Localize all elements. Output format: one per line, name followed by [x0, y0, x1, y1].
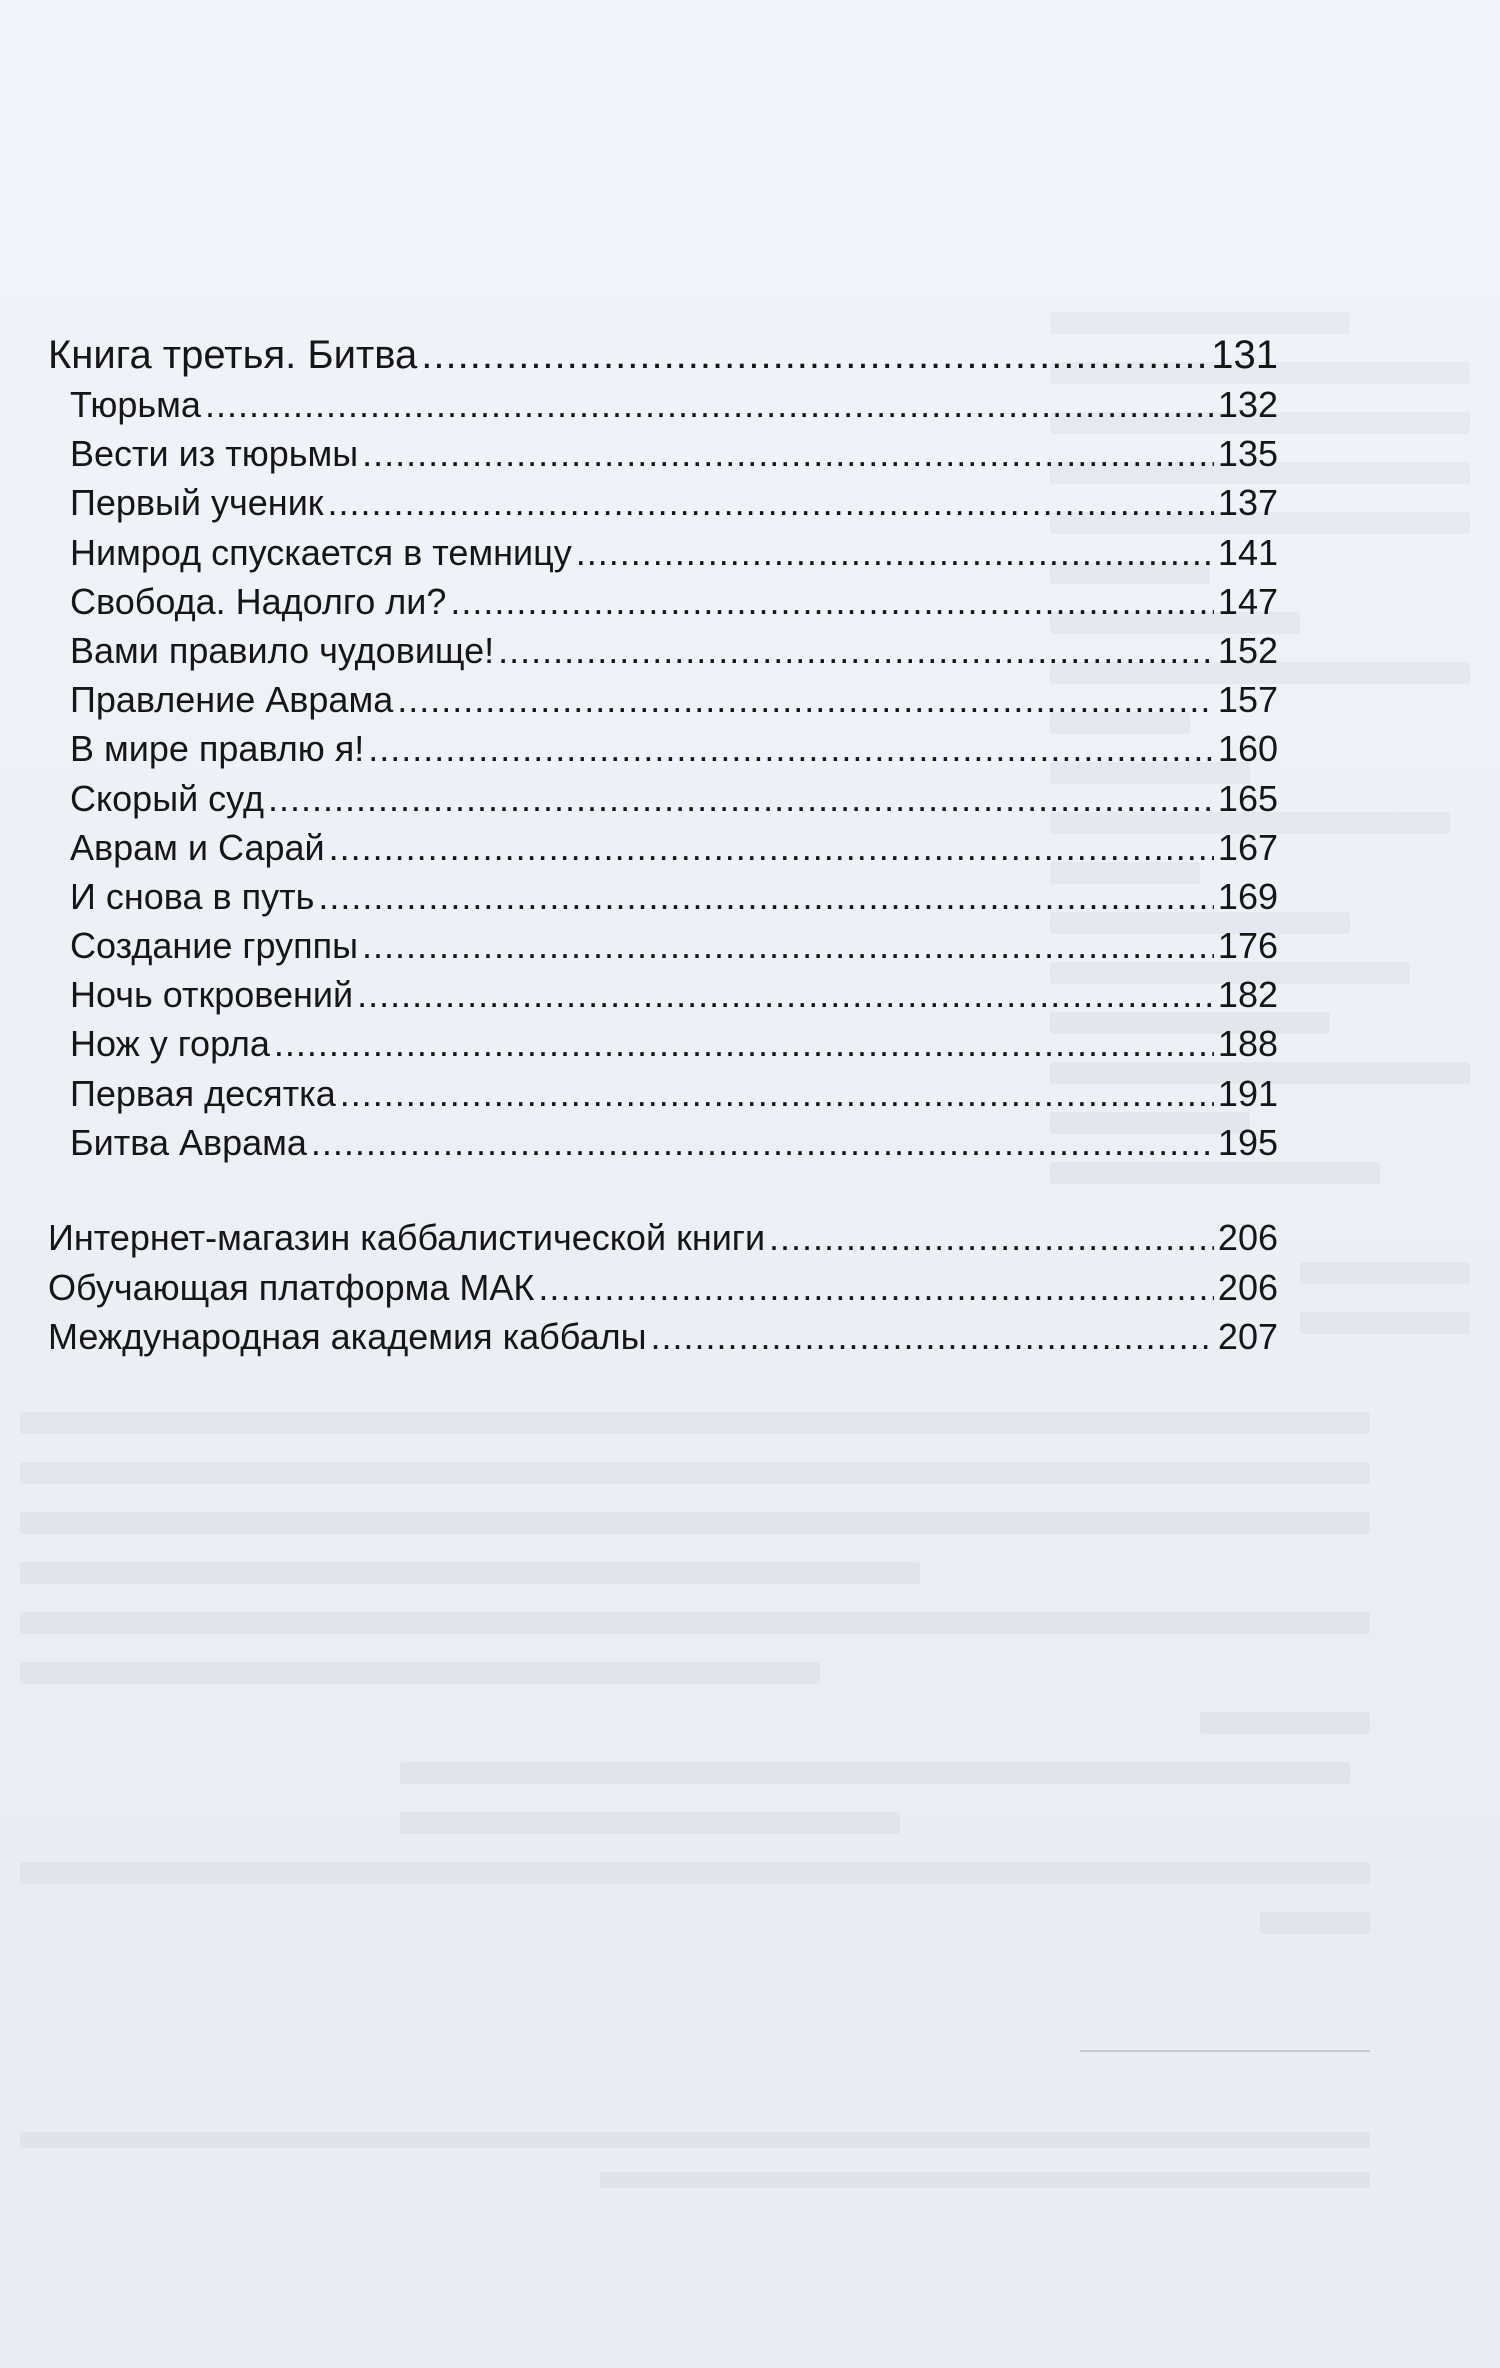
toc-chapter[interactable] — [48, 429, 1278, 478]
dot-leader — [368, 724, 1214, 773]
toc-chapter-page: 167 — [1217, 826, 1278, 868]
toc-chapter[interactable] — [48, 823, 1278, 872]
dot-leader — [328, 478, 1214, 527]
toc-chapter-title: Нимрод спускается в темницу — [70, 531, 572, 573]
toc-chapter-title: Нож у горла — [70, 1023, 270, 1065]
dot-leader — [357, 970, 1214, 1019]
toc-chapter[interactable] — [48, 1019, 1278, 1068]
toc-chapter-page: 182 — [1217, 974, 1278, 1016]
table-of-contents — [48, 330, 1278, 1362]
toc-book-page: 131 — [1211, 333, 1278, 377]
toc-chapter-title: Скорый суд — [70, 777, 264, 819]
toc-chapter[interactable] — [48, 921, 1278, 970]
toc-appendix-title: Интернет-магазин каббалистической книги — [48, 1217, 766, 1258]
toc-chapter[interactable] — [48, 380, 1278, 429]
toc-chapter-title: В мире правлю я! — [70, 728, 365, 770]
toc-chapter-title: Тюрьма — [70, 384, 201, 425]
toc-chapter-title: Ночь откровений — [70, 974, 354, 1016]
toc-appendix-page: 206 — [1217, 1266, 1278, 1308]
toc-chapter-page: 141 — [1217, 531, 1278, 573]
dot-leader — [651, 1312, 1214, 1362]
dot-leader — [498, 626, 1214, 675]
toc-appendix-title: Обучающая платформа МАК — [48, 1266, 535, 1308]
toc-appendix-section — [48, 1213, 1278, 1362]
toc-chapter[interactable] — [48, 626, 1278, 675]
dot-leader — [769, 1213, 1214, 1263]
toc-chapter-page: 152 — [1217, 629, 1278, 671]
toc-appendix-title: Международная академия каббалы — [48, 1316, 647, 1357]
toc-chapter[interactable] — [48, 528, 1278, 577]
toc-chapter-page: 165 — [1217, 777, 1278, 819]
dot-leader — [311, 1118, 1214, 1167]
dot-leader — [205, 380, 1214, 429]
dot-leader — [421, 330, 1207, 380]
dot-leader — [362, 429, 1214, 478]
toc-chapter[interactable] — [48, 970, 1278, 1019]
toc-appendix-page: 206 — [1217, 1217, 1278, 1258]
toc-chapter-page: 188 — [1217, 1023, 1278, 1065]
dot-leader — [362, 921, 1214, 970]
toc-chapter[interactable] — [48, 724, 1278, 773]
toc-chapter[interactable] — [48, 774, 1278, 823]
toc-chapter-page: 160 — [1217, 728, 1278, 770]
toc-appendix-entry[interactable] — [48, 1312, 1278, 1362]
toc-chapter[interactable] — [48, 478, 1278, 527]
toc-book-heading[interactable] — [48, 330, 1278, 380]
toc-chapter[interactable] — [48, 577, 1278, 626]
toc-chapter-page: 191 — [1217, 1072, 1278, 1114]
toc-chapter-page: 137 — [1217, 482, 1278, 524]
toc-chapter-title: Вами правило чудовище! — [70, 629, 495, 671]
dot-leader — [268, 774, 1214, 823]
dot-leader — [397, 675, 1214, 724]
dot-leader — [450, 577, 1214, 626]
toc-chapter-title: Правление Аврама — [70, 679, 394, 721]
toc-chapter-page: 135 — [1217, 433, 1278, 475]
dot-leader — [340, 1069, 1214, 1118]
toc-chapter-page: 169 — [1217, 875, 1278, 917]
toc-chapter-title: Битва Аврама — [70, 1121, 307, 1163]
dot-leader — [318, 872, 1214, 921]
dot-leader — [576, 528, 1214, 577]
toc-chapter-page: 176 — [1217, 925, 1278, 967]
toc-chapter[interactable] — [48, 1069, 1278, 1118]
toc-chapter-title: Первый ученик — [70, 482, 324, 524]
toc-chapter-title: Вести из тюрьмы — [70, 433, 359, 475]
dot-leader — [274, 1019, 1214, 1068]
toc-appendix-page: 207 — [1217, 1316, 1278, 1357]
toc-chapter-page: 147 — [1217, 580, 1278, 622]
toc-chapter-title: И снова в путь — [70, 875, 315, 917]
toc-appendix-entry[interactable] — [48, 1213, 1278, 1263]
footnote-rule — [1080, 2050, 1370, 2052]
dot-leader — [329, 823, 1214, 872]
toc-book-title: Книга третья. Битва — [48, 333, 418, 377]
toc-chapter-page: 132 — [1217, 384, 1278, 425]
toc-chapter-page: 195 — [1217, 1121, 1278, 1163]
toc-chapter-title: Первая десятка — [70, 1072, 336, 1114]
toc-chapter[interactable] — [48, 872, 1278, 921]
toc-chapter-title: Аврам и Сарай — [70, 826, 325, 868]
toc-chapter[interactable] — [48, 675, 1278, 724]
toc-appendix-entry[interactable] — [48, 1263, 1278, 1313]
toc-chapter-title: Создание группы — [70, 925, 358, 967]
toc-chapter-title: Свобода. Надолго ли? — [70, 580, 447, 622]
dot-leader — [538, 1263, 1214, 1313]
toc-chapter-page: 157 — [1217, 679, 1278, 721]
toc-chapter[interactable] — [48, 1118, 1278, 1167]
